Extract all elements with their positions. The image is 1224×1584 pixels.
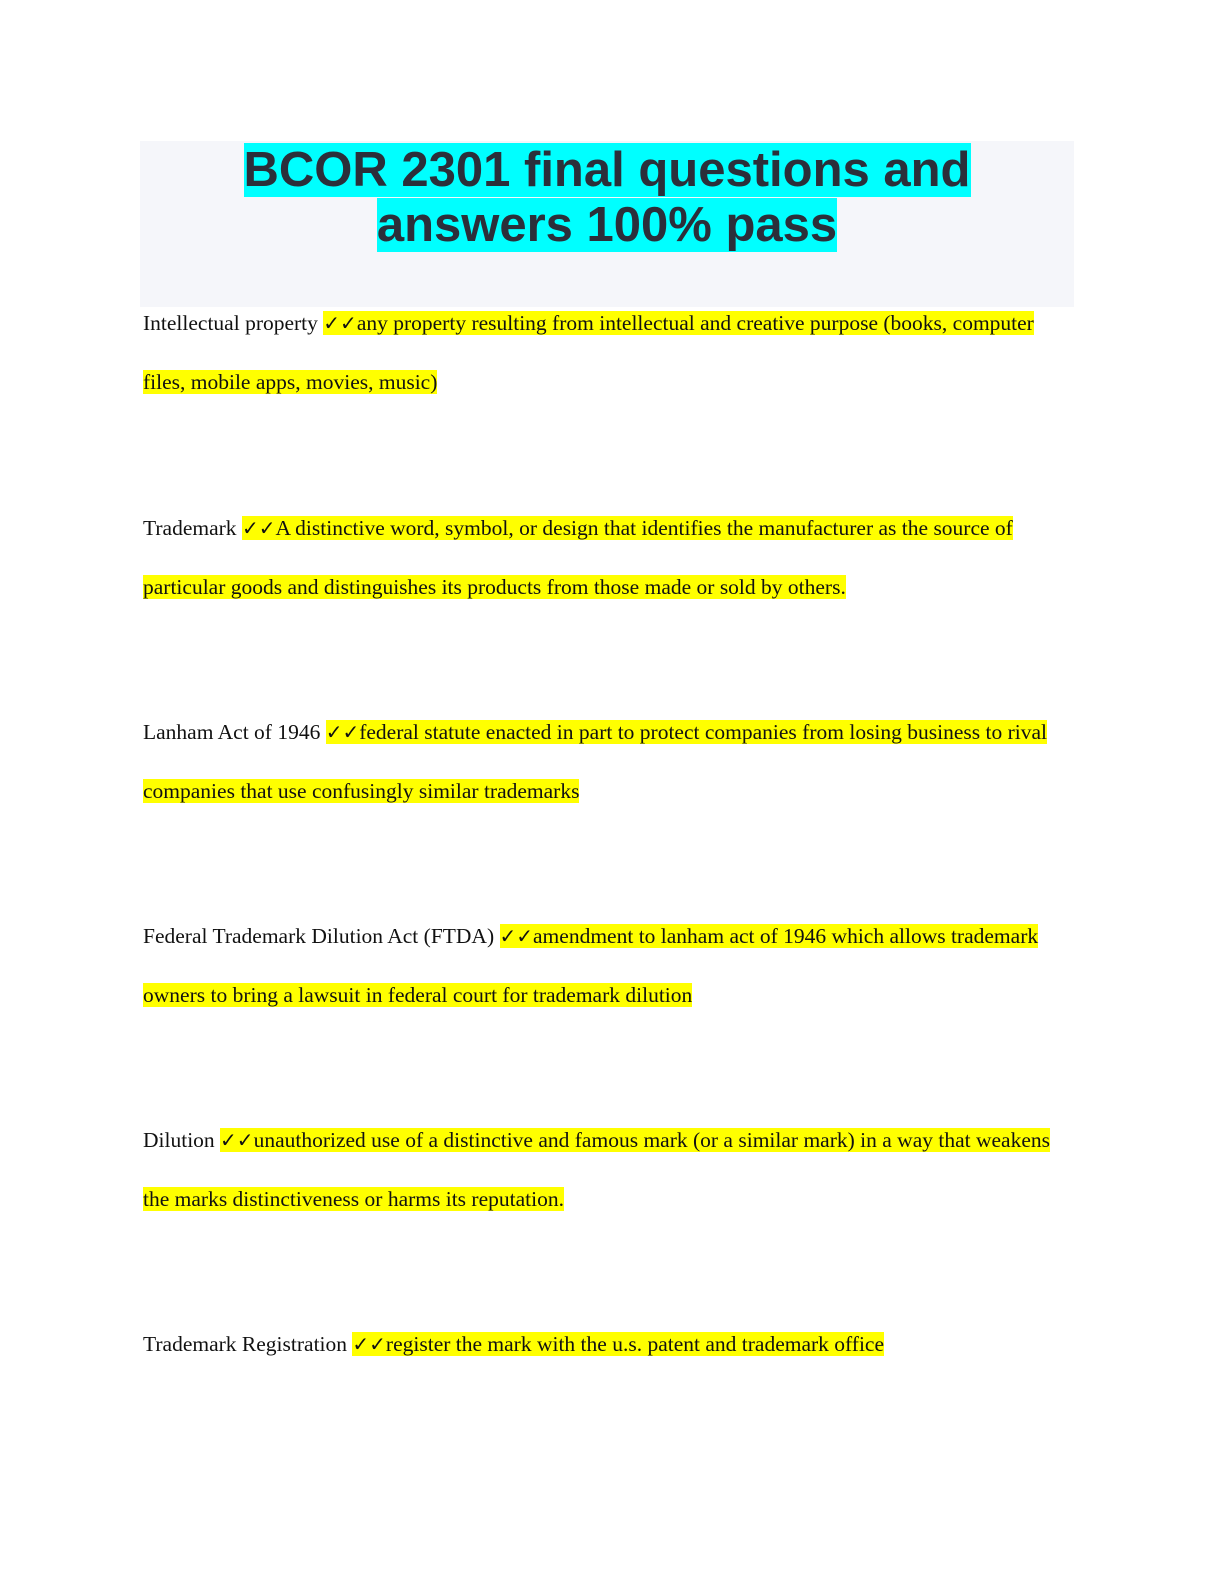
double-check-icon: ✓✓: [499, 924, 534, 948]
entry-answer-text: federal statute enacted in part to protect companies from losing business to rival companies that use confusingly similar trademarks: [143, 720, 1048, 803]
qa-entry: [143, 907, 1073, 1025]
qa-entry: [143, 1111, 1073, 1229]
entry-term: Federal Trademark Dilution Act (FTDA): [143, 924, 495, 948]
entry-term: Dilution: [143, 1128, 215, 1152]
entry-term: Trademark: [143, 516, 237, 540]
entry-answer-text: amendment to lanham act of 1946 which allows trademark owners to bring a lawsuit in federal court for trademark dilution: [143, 924, 1039, 1007]
document-title: [140, 141, 1074, 253]
document-title-text: BCOR 2301 final questions and answers 100% pass: [243, 143, 971, 252]
title-box: [140, 141, 1074, 307]
entry-answer-text: register the mark with the u.s. patent and trademark office: [385, 1332, 885, 1356]
entry-answer-text: A distinctive word, symbol, or design that identifies the manufacturer as the source of particular goods and distinguishes its products from those made or sold by others.: [143, 516, 1013, 599]
entry-answer-text: any property resulting from intellectual and creative purpose (books, computer files, mobile apps, movies, music): [143, 311, 1034, 394]
double-check-icon: ✓✓: [352, 1332, 386, 1356]
entry-answer-text: unauthorized use of a distinctive and famous mark (or a similar mark) in a way that weakens the marks distinctiveness or harms its reputation.: [143, 1128, 1050, 1211]
qa-entry: [143, 499, 1073, 617]
double-check-icon: ✓✓: [325, 720, 360, 744]
entry-answer: [352, 1332, 884, 1356]
qa-entry: [143, 703, 1073, 821]
entry-answer: [143, 1128, 1050, 1211]
entry-answer: [143, 516, 1013, 599]
entry-term: Lanham Act of 1946: [143, 720, 321, 744]
entry-term: Trademark Registration: [143, 1332, 348, 1356]
qa-entry: [143, 1315, 1073, 1374]
double-check-icon: ✓✓: [241, 516, 276, 540]
double-check-icon: ✓✓: [220, 1128, 254, 1152]
qa-entry: [143, 294, 1073, 412]
entry-term: Intellectual property: [143, 311, 318, 335]
double-check-icon: ✓✓: [323, 311, 357, 335]
